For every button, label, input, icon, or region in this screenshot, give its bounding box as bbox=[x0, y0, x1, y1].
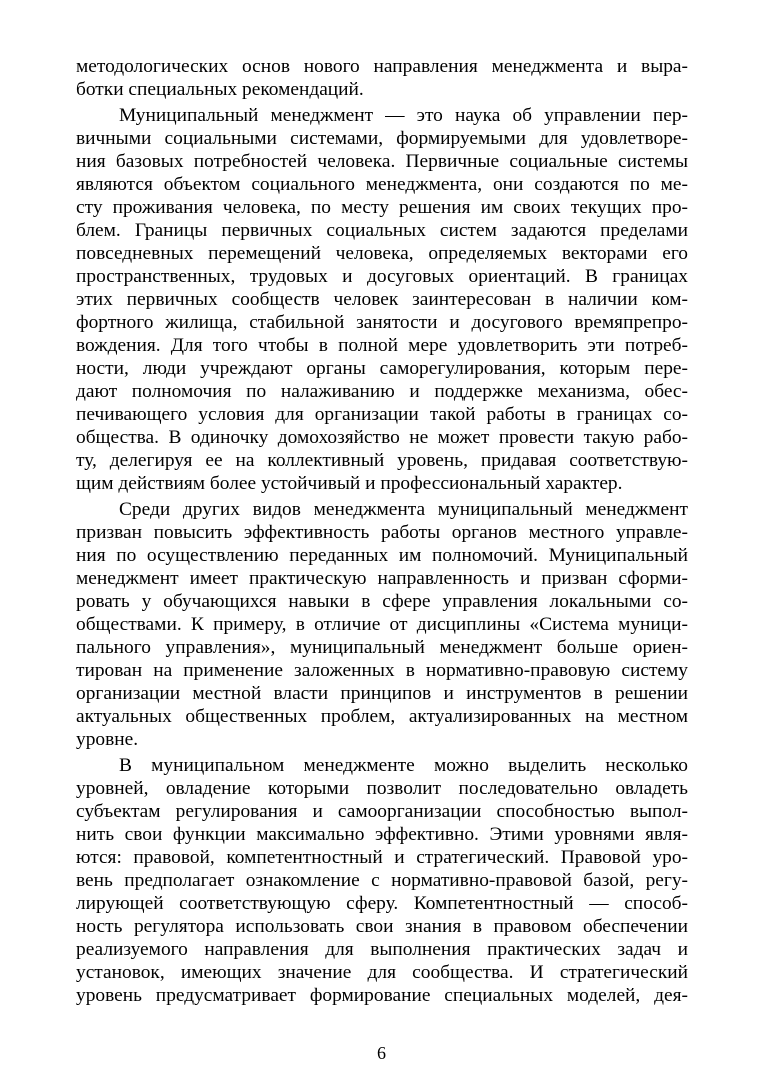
text-line: блем. Границы первичных социальных систем задаются пределами bbox=[76, 220, 688, 241]
text-line: уровень предусматривает формирование специальных моделей, дея- bbox=[76, 985, 688, 1006]
text-line: обществами. К примеру, в отличие от дисциплины «Система муници- bbox=[76, 614, 688, 635]
text-line: вичными социальными системами, формируемыми для удовлетворе- bbox=[76, 128, 688, 149]
text-line: дают полномочия по налаживанию и поддержке механизма, обес- bbox=[76, 381, 688, 402]
text-line: повседневных перемещений человека, определяемых векторами его bbox=[76, 243, 688, 264]
text-line: организации местной власти принципов и инструментов в решении bbox=[76, 683, 688, 704]
text-line: сту проживания человека, по месту решения им своих текущих про- bbox=[76, 197, 688, 218]
text-line: субъектам регулирования и самоорганизации способностью выпол- bbox=[76, 801, 688, 822]
text-line: этих первичных сообществ человек заинтересован в наличии ком- bbox=[76, 289, 688, 310]
text-line: пального управления», муниципальный менеджмент больше ориен- bbox=[76, 637, 688, 658]
text-line: ности, люди учреждают органы саморегулирования, которым пере- bbox=[76, 358, 688, 379]
text-line: щим действиям более устойчивый и профессиональный характер. bbox=[76, 473, 623, 494]
page-number: 6 bbox=[377, 1043, 386, 1063]
text-line: установок, имеющих значение для сообщества. И стратегический bbox=[76, 962, 688, 983]
text-line: вождения. Для того чтобы в полной мере удовлетворить эти потреб- bbox=[76, 335, 688, 356]
text-line: уровне. bbox=[76, 729, 139, 750]
text-line: общества. В одиночку домохозяйство не может провести такую рабо- bbox=[76, 427, 688, 448]
text-line: менеджмент имеет практическую направленность и призван сформи- bbox=[76, 568, 688, 589]
text-line: лирующей соответствующую сферу. Компетентностный — способ- bbox=[76, 893, 688, 914]
text-line: призван повысить эффективность работы органов местного управле- bbox=[76, 522, 688, 543]
text-line: ту, делегируя ее на коллективный уровень, придавая соответствую- bbox=[76, 450, 688, 471]
text-line: уровней, овладение которыми позволит последовательно овладеть bbox=[76, 778, 688, 799]
text-line: ботки специальных рекомендаций. bbox=[76, 79, 364, 100]
text-line: вень предполагает ознакомление с нормативно-правовой базой, регу- bbox=[76, 870, 688, 891]
text-line: тирован на применение заложенных в нормативно-правовую систему bbox=[76, 660, 688, 681]
text-line: реализуемого направления для выполнения практических задач и bbox=[76, 939, 688, 960]
paragraph-start-line: Среди других видов менеджмента муниципальный менеджмент bbox=[119, 499, 688, 520]
text-line: методологических основ нового направления менеджмента и выра- bbox=[76, 56, 688, 77]
text-line: ния базовых потребностей человека. Первичные социальные системы bbox=[76, 151, 688, 172]
text-line: нить свои функции максимально эффективно. Этими уровнями явля- bbox=[76, 824, 688, 845]
text-line: пространственных, трудовых и досуговых ориентаций. В границах bbox=[76, 266, 688, 287]
text-line: печивающего условия для организации такой работы в границах со- bbox=[76, 404, 688, 425]
text-line: фортного жилища, стабильной занятости и досугового времяпрепро- bbox=[76, 312, 688, 333]
text-line: ния по осуществлению переданных им полномочий. Муниципальный bbox=[76, 545, 688, 566]
text-line: ровать у обучающихся навыки в сфере управления локальными со- bbox=[76, 591, 688, 612]
text-line: актуальных общественных проблем, актуализированных на местном bbox=[76, 706, 688, 727]
text-line: ность регулятора использовать свои знания в правовом обеспечении bbox=[76, 916, 688, 937]
paragraph-start-line: В муниципальном менеджменте можно выделить несколько bbox=[119, 755, 688, 776]
text-line: являются объектом социального менеджмента, они создаются по ме- bbox=[76, 174, 688, 195]
text-line: ются: правовой, компетентностный и стратегический. Правовой уро- bbox=[76, 847, 688, 868]
paragraph-start-line: Муниципальный менеджмент — это наука об управлении пер- bbox=[119, 105, 688, 126]
